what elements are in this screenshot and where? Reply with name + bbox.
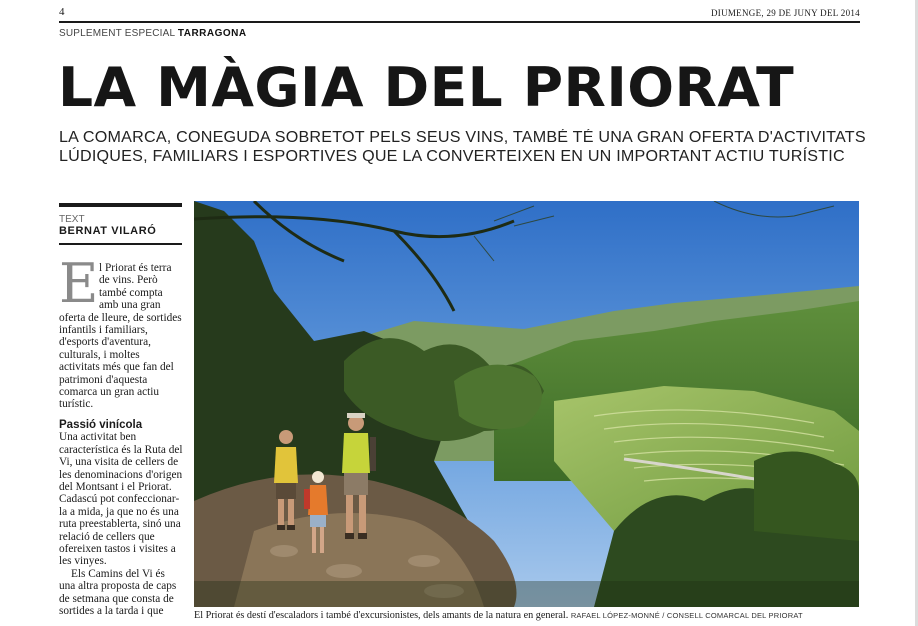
- page-number: 4: [59, 6, 65, 18]
- top-rule: [59, 21, 860, 23]
- supplement-prefix: SUPLEMENT ESPECIAL: [59, 28, 175, 39]
- headline: LA MÀGIA DEL PRIORAT: [58, 56, 795, 119]
- supplement-label: [59, 28, 247, 39]
- byline-label: TEXT: [59, 214, 85, 225]
- intro-text: l Priorat és terra de vins. Però també compta amb una gran oferta de lleure, de sortides infantils i familiars, d'esports d'aventura, culturals, i moltes activitats més que fan del patrimoni d'aquesta comarca un gran actiu turístic.: [59, 262, 182, 411]
- photo-illustration: [194, 201, 859, 607]
- article-column: [59, 252, 183, 617]
- date-line: DIUMENGE, 29 DE JUNY DEL 2014: [710, 8, 860, 18]
- article-paragraph: Una activitat ben característica és la Ruta del Vi, una visita de cellers de les denominacions d'origen del Montsant i el Priorat. Cadascú pot confeccionar-la a mida, ja que no és una ruta preestablerta, sinó una relació de cellers que ofereixen tastos i visites a les vinyes.: [59, 431, 183, 568]
- subhead: LA COMARCA, CONEGUDA SOBRETOT PELS SEUS VINS, TAMBÉ TÉ UNA GRAN OFERTA D'ACTIVITATS LÚDIQUES, FAMILIARS I ESPORTIVES QUE LA CONVERTEIXEN EN UN IMPORTANT ACTIU TURÍSTIC: [59, 129, 866, 165]
- photo-credit: RAFAEL LÓPEZ-MONNÉ / CONSELL COMARCAL DEL PRIORAT: [570, 611, 803, 620]
- byline-author: BERNAT VILARÓ: [59, 225, 157, 237]
- supplement-city: TARRAGONA: [177, 28, 247, 39]
- photo-caption: [194, 610, 803, 621]
- article-intro: [59, 252, 183, 411]
- byline-rule-top: [59, 203, 182, 207]
- article-subheading: Passió vinícola: [59, 418, 143, 431]
- byline-rule-bottom: [59, 243, 182, 245]
- landscape-photo: [194, 201, 859, 607]
- caption-text: El Priorat és destí d'escaladors i també d'excursionistes, dels amants de la natura en general.: [194, 610, 569, 621]
- article-paragraph: Els Camins del Vi és una altra proposta de caps de setmana que consta de sortides a la tarda i que: [59, 567, 177, 617]
- drop-cap: E: [59, 252, 99, 315]
